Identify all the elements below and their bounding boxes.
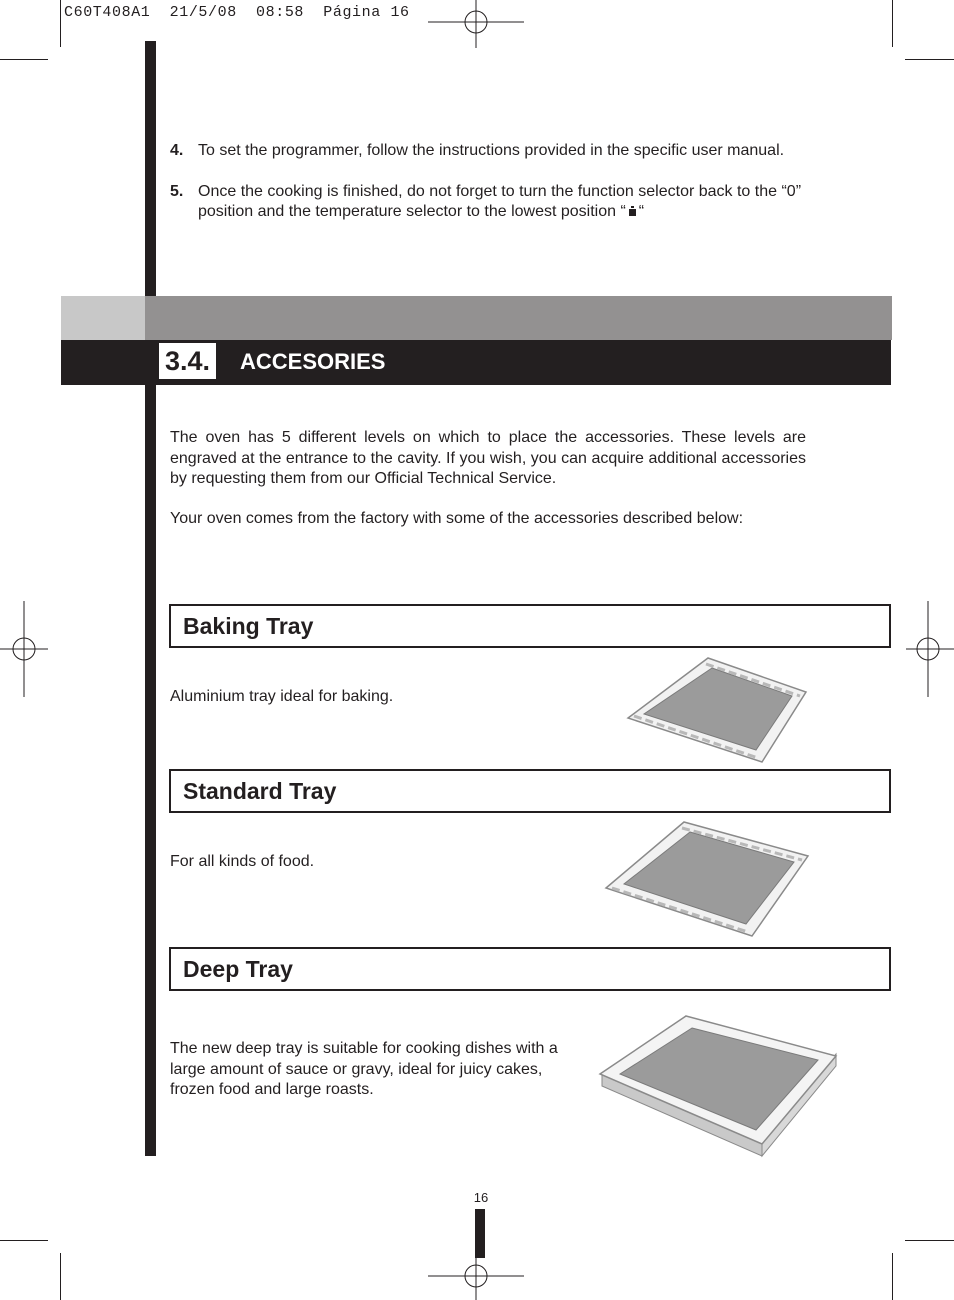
standard-tray-illustration [602, 818, 814, 942]
step-item-4 [170, 141, 810, 162]
registration-mark-right [906, 601, 954, 697]
section-band-light [61, 296, 145, 340]
registration-mark-top [428, 0, 524, 48]
step-text-after: “ [638, 203, 645, 220]
standard-tray-heading-box [169, 769, 891, 813]
lowest-position-icon [627, 206, 638, 217]
section-number: 3.4. [159, 343, 216, 379]
step-item-5 [170, 182, 810, 223]
deep-tray-heading-box [169, 947, 891, 991]
step-text: To set the programmer, follow the instructions provided in the specific user manual. [198, 142, 785, 159]
margin-bar [145, 41, 156, 1156]
step-number: 5. [170, 182, 184, 200]
section-band-grey [61, 296, 892, 340]
page-number: 16 [473, 1190, 489, 1205]
footer-bar [475, 1209, 485, 1258]
deep-tray-title: Deep Tray [183, 956, 293, 982]
baking-tray-title: Baking Tray [183, 613, 314, 639]
deep-tray-illustration [596, 1012, 842, 1164]
standard-tray-title: Standard Tray [183, 778, 337, 804]
intro-paragraph-2: Your oven comes from the factory with some of the accessories described below: [170, 510, 744, 527]
deep-tray-description: The new deep tray is suitable for cooking dishes with a large amount of sauce or gravy, ideal for juicy cakes, frozen food and large roasts. [170, 1040, 558, 1098]
section-title: ACCESORIES [240, 349, 386, 374]
step-text-before: Once the cooking is finished, do not forget to turn the function selector back to the “0” position and the temperature selector to the lowest position “ [198, 182, 802, 220]
registration-mark-bottom [428, 1252, 524, 1300]
baking-tray-heading-box [169, 604, 891, 648]
baking-tray-description: Aluminium tray ideal for baking. [170, 688, 394, 705]
steps-list [170, 141, 810, 243]
print-slug: C60T408A1 21/5/08 08:58 Página 16 [64, 4, 410, 21]
intro-paragraph: The oven has 5 different levels on which to place the accessories. These levels are engraved at the entrance to the cavity. If you wish, you can acquire additional accessories by requesting them from our Official Technical Service. [170, 429, 806, 487]
step-number: 4. [170, 142, 184, 159]
registration-mark-left [0, 601, 48, 697]
baking-tray-illustration [622, 652, 814, 768]
standard-tray-description: For all kinds of food. [170, 853, 315, 870]
